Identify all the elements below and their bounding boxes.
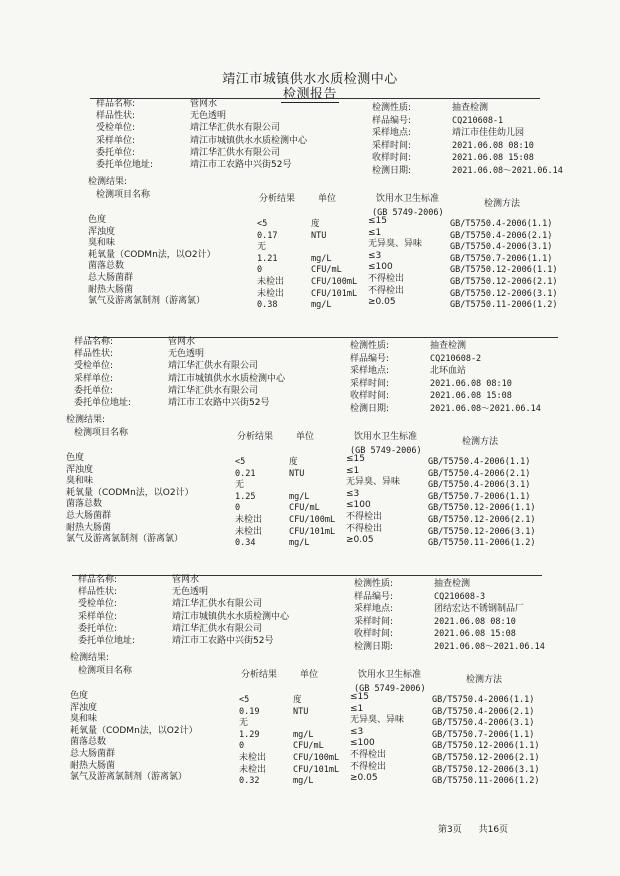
item-limit: ≤1	[346, 465, 360, 476]
label-sample-name: 样品名称:	[74, 337, 114, 347]
item-method: GB/T5750.4-2006(1.1)	[428, 457, 531, 467]
item-method: GB/T5750.12-2006(3.1)	[450, 288, 558, 299]
item-result: <5	[239, 695, 250, 705]
value-sampling-unit: 靖江市城镇供水水质检测中心	[190, 135, 308, 146]
item-name: 浑浊度	[88, 226, 116, 237]
item-result: 无	[257, 242, 267, 253]
label-sampling-time: 采样时间:	[372, 140, 412, 151]
value-sampling-site: 北环血站	[430, 366, 467, 376]
col-unit-header: 单位	[318, 194, 337, 204]
value-entrusted-unit: 靖江华汇供水有限公司	[190, 123, 281, 134]
item-limit: 不得检出	[368, 274, 405, 284]
item-method: GB/T5750.12-2006(2.1)	[432, 753, 540, 763]
value-client-unit: 靖江华汇供水有限公司	[168, 385, 259, 396]
value-sample-no: CQ210608-3	[434, 591, 486, 602]
value-sample-state: 无色透明	[190, 111, 227, 122]
value-test-nature: 抽查检测	[452, 103, 489, 113]
value-client-unit: 靖江华汇供水有限公司	[172, 623, 263, 634]
col-method-header: 检测方法	[484, 199, 521, 209]
value-sampling-time: 2021.06.08 08:10	[452, 140, 534, 151]
item-limit: ≥0.05	[346, 535, 374, 546]
item-name: 耐热大肠菌	[70, 760, 116, 771]
item-unit: CFU/mL	[311, 265, 342, 276]
label-sampling-site: 采样地点:	[354, 604, 394, 614]
item-method: GB/T5750.12-2006(1.1)	[450, 265, 558, 276]
label-sample-name: 样品名称:	[96, 99, 136, 109]
item-result: 0.21	[235, 468, 256, 479]
item-unit: CFU/100mL	[293, 753, 340, 763]
item-limit: ≤100	[346, 500, 371, 511]
value-client-address: 靖江市工农路中兴街52号	[190, 160, 292, 170]
item-method: GB/T5750.4-2006(1.1)	[450, 219, 553, 229]
item-method: GB/T5750.11-2006(1.2)	[432, 776, 540, 787]
item-limit: ≤3	[350, 726, 364, 737]
item-name: 浑浊度	[70, 702, 98, 713]
report-org-title: 靖江市城镇供水水质检测中心	[222, 72, 398, 87]
results-label: 检测结果:	[70, 653, 110, 663]
label-sampling-unit: 采样单位:	[96, 135, 136, 146]
item-name: 臭和味	[88, 238, 116, 249]
col-standard-ref: (GB 5749-2006)	[372, 208, 444, 218]
label-sample-name: 样品名称:	[78, 575, 118, 585]
item-limit: 不得检出	[368, 285, 405, 296]
item-result: 无	[235, 480, 245, 491]
value-sampling-unit: 靖江市城镇供水水质检测中心	[168, 373, 286, 384]
item-limit: ≤3	[368, 250, 382, 261]
label-test-nature: 检测性质:	[350, 341, 390, 351]
item-name: 耐热大肠菌	[66, 522, 112, 533]
value-sampling-time: 2021.06.08 08:10	[430, 378, 512, 389]
item-method: GB/T5750.4-2006(3.1)	[450, 242, 553, 253]
item-limit: 不得检出	[350, 750, 387, 760]
item-result: 0	[239, 741, 245, 752]
item-limit: ≤15	[350, 692, 369, 702]
item-limit: ≤1	[368, 227, 382, 238]
label-sample-no: 样品编号:	[354, 591, 394, 602]
item-result: 0	[257, 265, 263, 276]
label-sample-no: 样品编号:	[372, 115, 412, 126]
col-standard-ref: (GB 5749-2006)	[354, 684, 426, 694]
item-name: 臭和味	[66, 476, 94, 487]
item-result: 未检出	[239, 753, 267, 763]
results-label: 检测结果:	[66, 415, 106, 425]
item-method: GB/T5750.7-2006(1.1)	[450, 253, 553, 264]
section-divider	[72, 575, 542, 576]
value-test-date: 2021.06.08～2021.06.14	[434, 641, 545, 652]
item-result: 无	[239, 718, 249, 729]
label-sample-state: 样品性状:	[74, 349, 114, 360]
item-name: 耗氧量（CODMn法，以O2计）	[66, 487, 194, 498]
results-label: 检测结果:	[88, 177, 128, 187]
item-result: 0.34	[235, 538, 256, 549]
value-sample-name: 管网水	[168, 337, 196, 347]
item-method: GB/T5750.12-2006(1.1)	[432, 741, 540, 752]
item-name: 色度	[66, 453, 85, 463]
value-sample-state: 无色透明	[168, 349, 205, 360]
col-item-header: 检测项目名称	[74, 428, 129, 438]
item-result: 未检出	[257, 288, 285, 299]
col-unit-header: 单位	[296, 432, 315, 442]
report-doc-title-text: 检测报告	[282, 87, 337, 102]
section-divider	[88, 337, 558, 338]
item-limit: ≤100	[368, 262, 393, 273]
item-limit: 不得检出	[346, 512, 383, 522]
item-result: 未检出	[257, 277, 285, 287]
value-sample-state: 无色透明	[172, 587, 209, 598]
label-sampling-unit: 采样单位:	[78, 611, 118, 622]
label-receive-time: 收样时间:	[372, 153, 412, 163]
item-limit: 不得检出	[350, 761, 387, 772]
item-result: 0.38	[257, 300, 278, 311]
value-sampling-unit: 靖江市城镇供水水质检测中心	[172, 611, 290, 622]
item-result: 1.25	[235, 491, 256, 502]
label-client-address: 委托单位地址:	[74, 398, 132, 408]
label-client-address: 委托单位地址:	[78, 636, 136, 646]
item-limit: ≤15	[346, 454, 365, 464]
item-unit: 度	[311, 219, 320, 229]
item-name: 氯气及游离氯制剂（游离氯）	[88, 296, 206, 307]
item-method: GB/T5750.4-2006(2.1)	[432, 706, 535, 717]
value-sample-no: CQ210608-1	[452, 115, 504, 126]
label-sample-state: 样品性状:	[78, 587, 118, 598]
item-method: GB/T5750.4-2006(2.1)	[428, 468, 531, 479]
item-unit: mg/L	[311, 253, 332, 264]
col-standard-header: 饮用水卫生标准	[358, 670, 422, 680]
label-entrusted-unit: 受检单位:	[74, 361, 114, 372]
value-client-address: 靖江市工农路中兴街52号	[168, 398, 270, 408]
item-name: 臭和味	[70, 714, 98, 725]
item-unit: CFU/101mL	[289, 526, 336, 537]
value-test-date: 2021.06.08～2021.06.14	[430, 403, 541, 414]
title-rule	[90, 98, 540, 99]
item-result: 0.19	[239, 706, 260, 717]
page-number: 第3页	[438, 825, 462, 835]
col-item-header: 检测项目名称	[78, 666, 133, 676]
item-name: 总大肠菌群	[66, 511, 112, 521]
col-standard-header: 饮用水卫生标准	[354, 432, 418, 442]
item-name: 菌落总数	[88, 261, 125, 272]
label-client-unit: 委托单位:	[78, 623, 118, 634]
value-sample-name: 管网水	[190, 99, 218, 109]
label-receive-time: 收样时间:	[350, 391, 390, 401]
item-method: GB/T5750.12-2006(1.1)	[428, 503, 536, 514]
value-sampling-time: 2021.06.08 08:10	[434, 616, 516, 627]
item-name: 耐热大肠菌	[88, 284, 134, 295]
label-client-unit: 委托单位:	[74, 385, 114, 396]
item-method: GB/T5750.11-2006(1.2)	[428, 538, 536, 549]
item-method: GB/T5750.4-2006(3.1)	[428, 480, 531, 491]
value-sample-no: CQ210608-2	[430, 353, 482, 364]
label-test-date: 检测日期:	[372, 165, 412, 176]
col-standard-ref: (GB 5749-2006)	[350, 446, 422, 456]
label-entrusted-unit: 受检单位:	[78, 599, 118, 610]
item-result: 未检出	[239, 764, 267, 775]
label-receive-time: 收样时间:	[354, 629, 394, 639]
item-name: 浑浊度	[66, 464, 94, 475]
item-limit: ≤15	[368, 216, 387, 226]
item-method: GB/T5750.4-2006(3.1)	[432, 718, 535, 729]
label-entrusted-unit: 受检单位:	[96, 123, 136, 134]
value-sample-name: 管网水	[172, 575, 200, 585]
value-receive-time: 2021.06.08 15:08	[430, 391, 512, 401]
value-test-date: 2021.06.08～2021.06.14	[452, 165, 563, 176]
item-unit: mg/L	[311, 300, 332, 311]
page-footer	[438, 822, 508, 835]
item-name: 氯气及游离氯制剂（游离氯）	[70, 772, 188, 783]
item-name: 耗氧量（CODMn法，以O2计）	[88, 249, 216, 260]
item-limit: ≥0.05	[368, 297, 396, 308]
col-standard-header: 饮用水卫生标准	[376, 194, 440, 204]
label-test-nature: 检测性质:	[372, 103, 412, 113]
item-unit: CFU/100mL	[289, 515, 336, 525]
item-name: 总大肠菌群	[88, 273, 134, 283]
item-limit: 不得检出	[346, 523, 383, 534]
label-sampling-site: 采样地点:	[372, 128, 412, 138]
value-client-address: 靖江市工农路中兴街52号	[172, 636, 274, 646]
label-sampling-time: 采样时间:	[350, 378, 390, 389]
label-test-date: 检测日期:	[354, 641, 394, 652]
col-result-header: 分析结果	[241, 670, 278, 680]
item-limit: ≤1	[350, 703, 364, 714]
report-doc-title	[0, 83, 620, 102]
item-name: 色度	[88, 215, 107, 225]
value-test-nature: 抽查检测	[430, 341, 467, 351]
item-unit: NTU	[289, 468, 305, 479]
item-unit: mg/L	[293, 776, 314, 787]
label-test-nature: 检测性质:	[354, 579, 394, 589]
item-unit: NTU	[311, 230, 327, 241]
item-unit: mg/L	[289, 538, 310, 549]
item-method: GB/T5750.4-2006(2.1)	[450, 230, 553, 241]
item-result: 未检出	[235, 526, 263, 537]
item-result: 0.32	[239, 776, 260, 787]
col-item-header: 检测项目名称	[96, 190, 151, 200]
item-result: 1.21	[257, 253, 278, 264]
item-name: 菌落总数	[66, 499, 103, 510]
item-method: GB/T5750.12-2006(2.1)	[450, 277, 558, 287]
col-method-header: 检测方法	[462, 437, 499, 447]
item-method: GB/T5750.12-2006(2.1)	[428, 515, 536, 525]
item-unit: CFU/101mL	[293, 764, 340, 775]
item-unit: mg/L	[289, 491, 310, 502]
label-sampling-site: 采样地点:	[350, 366, 390, 376]
item-limit: 无异臭、异味	[346, 477, 401, 488]
value-sampling-site: 团结宏达不锈钢制品厂	[434, 604, 525, 614]
page-total: 共16页	[478, 825, 509, 835]
item-method: GB/T5750.4-2006(1.1)	[432, 695, 535, 705]
col-unit-header: 单位	[300, 670, 319, 680]
label-sampling-time: 采样时间:	[354, 616, 394, 627]
value-receive-time: 2021.06.08 15:08	[434, 629, 516, 639]
value-sampling-site: 靖江市佳佳幼儿园	[452, 128, 525, 138]
item-limit: 无异臭、异味	[368, 239, 423, 250]
value-entrusted-unit: 靖江华汇供水有限公司	[172, 599, 263, 610]
item-name: 色度	[70, 691, 89, 701]
value-client-unit: 靖江华汇供水有限公司	[190, 147, 281, 158]
label-sampling-unit: 采样单位:	[74, 373, 114, 384]
col-method-header: 检测方法	[466, 675, 503, 685]
label-client-unit: 委托单位:	[96, 147, 136, 158]
item-unit: CFU/mL	[289, 503, 320, 514]
item-result: 0	[235, 503, 241, 514]
item-unit: 度	[293, 695, 302, 705]
col-result-header: 分析结果	[237, 432, 274, 442]
item-name: 总大肠菌群	[70, 749, 116, 759]
item-unit: CFU/mL	[293, 741, 324, 752]
item-unit: NTU	[293, 706, 309, 717]
value-test-nature: 抽查检测	[434, 579, 471, 589]
col-result-header: 分析结果	[259, 194, 296, 204]
item-result: <5	[235, 457, 246, 467]
item-result: 未检出	[235, 515, 263, 525]
item-method: GB/T5750.12-2006(3.1)	[428, 526, 536, 537]
item-result: 0.17	[257, 230, 278, 241]
label-sample-no: 样品编号:	[350, 353, 390, 364]
item-unit: CFU/100mL	[311, 277, 358, 287]
item-name: 氯气及游离氯制剂（游离氯）	[66, 534, 184, 545]
item-unit: CFU/101mL	[311, 288, 358, 299]
item-limit: ≤100	[350, 738, 375, 749]
label-test-date: 检测日期:	[350, 403, 390, 414]
value-entrusted-unit: 靖江华汇供水有限公司	[168, 361, 259, 372]
item-method: GB/T5750.11-2006(1.2)	[450, 300, 558, 311]
item-limit: 无异臭、异味	[350, 715, 405, 726]
item-method: GB/T5750.7-2006(1.1)	[428, 491, 531, 502]
label-client-address: 委托单位地址:	[96, 160, 154, 170]
value-receive-time: 2021.06.08 15:08	[452, 153, 534, 163]
item-name: 菌落总数	[70, 737, 107, 748]
item-method: GB/T5750.12-2006(3.1)	[432, 764, 540, 775]
item-limit: ≥0.05	[350, 773, 378, 784]
item-unit: mg/L	[293, 729, 314, 740]
label-sample-state: 样品性状:	[96, 111, 136, 122]
item-limit: ≤3	[346, 488, 360, 499]
item-unit: 度	[289, 457, 298, 467]
item-result: <5	[257, 219, 268, 229]
item-result: 1.29	[239, 729, 260, 740]
item-name: 耗氧量（CODMn法，以O2计）	[70, 725, 198, 736]
item-method: GB/T5750.7-2006(1.1)	[432, 729, 535, 740]
